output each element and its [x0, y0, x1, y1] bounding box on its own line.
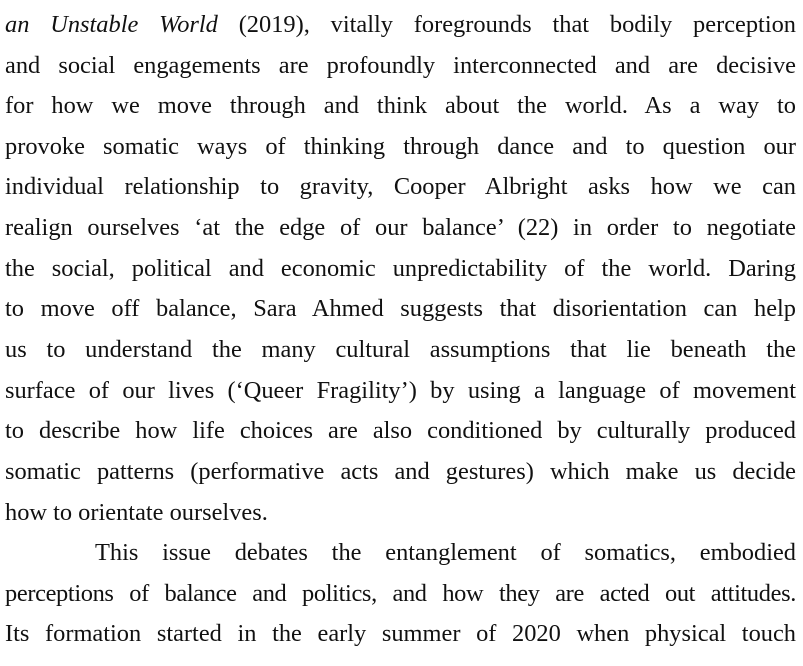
text-line-1-rest: (2019), vitally foregrounds that bodily perception — [217, 11, 796, 38]
text-line-12: somatic patterns (performative acts and gestures) which make us decide — [5, 458, 796, 485]
text-line-9: us to understand the many cultural assumptions that lie beneath the — [5, 336, 796, 363]
text-line-11: to describe how life choices are also conditioned by culturally produced — [5, 417, 796, 444]
text-line-1 — [5, 5, 796, 45]
text-line-15: perceptions of balance and politics, and how they are acted out attitudes. — [5, 580, 796, 607]
text-line-8: to move off balance, Sara Ahmed suggests that disorientation can help — [5, 295, 796, 322]
text-line-4: provoke somatic ways of thinking through dance and to question our — [5, 133, 796, 160]
text-line-7: the social, political and economic unpredictability of the world. Daring — [5, 255, 796, 282]
text-line-6: realign ourselves ‘at the edge of our balance’ (22) in order to negotiate — [5, 214, 796, 241]
text-line-16: Its formation started in the early summer of 2020 when physical touch — [5, 620, 796, 647]
text-line-14: This issue debates the entanglement of somatics, embodied — [95, 539, 796, 566]
text-line-5: individual relationship to gravity, Cooper Albright asks how we can — [5, 173, 796, 200]
text-line-10: surface of our lives (‘Queer Fragility’) by using a language of movement — [5, 377, 796, 404]
book-title: an Unstable World — [5, 11, 218, 38]
text-line-2: and social engagements are profoundly interconnected and are decisive — [5, 52, 796, 79]
text-line-3: for how we move through and think about the world. As a way to — [5, 92, 796, 119]
text-line-13: how to orientate ourselves. — [5, 499, 268, 526]
